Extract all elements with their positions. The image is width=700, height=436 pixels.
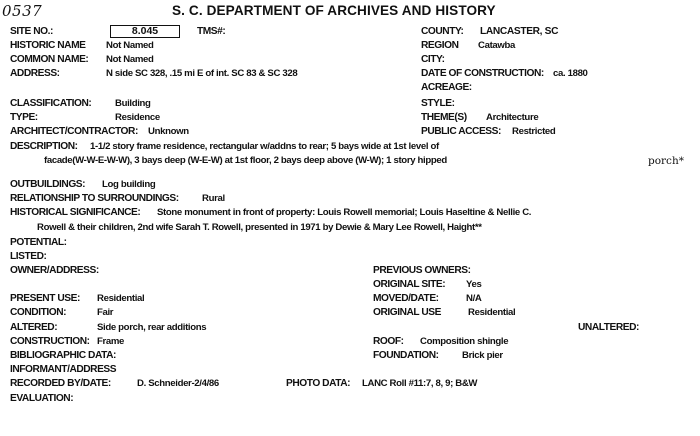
- address-label: ADDRESS:: [10, 68, 60, 79]
- common-name-label: COMMON NAME:: [10, 54, 89, 65]
- photo-data-label: PHOTO DATA:: [286, 378, 351, 389]
- region-value: Catawba: [478, 40, 516, 51]
- classification-label: CLASSIFICATION:: [10, 98, 92, 109]
- architect-label: ARCHITECT/CONTRACTOR:: [10, 126, 138, 137]
- common-name-value: Not Named: [106, 54, 154, 65]
- foundation-label: FOUNDATION:: [373, 350, 439, 361]
- present-use-value: Residential: [97, 293, 145, 304]
- site-no-label: SITE NO.:: [10, 26, 53, 37]
- public-access-value: Restricted: [512, 126, 556, 137]
- previous-owners-label: PREVIOUS OWNERS:: [373, 265, 471, 276]
- date-of-construction-value: ca. 1880: [553, 68, 588, 79]
- recorded-by-label: RECORDED BY/DATE:: [10, 378, 111, 389]
- style-label: STYLE:: [421, 98, 455, 109]
- address-value: N side SC 328, .15 mi E of int. SC 83 & SC 328: [106, 68, 298, 79]
- acreage-label: ACREAGE:: [421, 82, 472, 93]
- original-site-label: ORIGINAL SITE:: [373, 279, 446, 290]
- site-no-field[interactable]: [110, 25, 180, 38]
- relationship-value: Rural: [202, 193, 225, 204]
- description-label: DESCRIPTION:: [10, 141, 78, 152]
- condition-label: CONDITION:: [10, 307, 67, 318]
- photo-data-value: LANC Roll #11:7, 8, 9; B&W: [362, 378, 478, 389]
- themes-value: Architecture: [486, 112, 539, 123]
- foundation-value: Brick pier: [462, 350, 503, 361]
- historical-significance-line-1: Stone monument in front of property: Louis Rowell memorial; Louis Haseltine & Nellie C.: [157, 207, 532, 218]
- date-of-construction-label: DATE OF CONSTRUCTION:: [421, 68, 544, 79]
- bibliographic-data-label: BIBLIOGRAPHIC DATA:: [10, 350, 116, 361]
- altered-label: ALTERED:: [10, 322, 58, 333]
- region-label: REGION: [421, 40, 459, 51]
- original-site-value: Yes: [466, 279, 482, 290]
- historical-significance-label: HISTORICAL SIGNIFICANCE:: [10, 207, 141, 218]
- owner-address-label: OWNER/ADDRESS:: [10, 265, 99, 276]
- original-use-label: ORIGINAL USE: [373, 307, 441, 318]
- evaluation-label: EVALUATION:: [10, 393, 74, 404]
- unaltered-label: UNALTERED:: [578, 322, 639, 333]
- site-no-value: 8.045: [131, 25, 159, 37]
- historical-significance-line-2: Rowell & their children, 2nd wife Sarah T. Rowell, presented in 1971 by Dewie & Mary Lee Rowell, Haight**: [37, 222, 482, 233]
- present-use-label: PRESENT USE:: [10, 293, 80, 304]
- description-line-1: 1-1/2 story frame residence, rectangular w/addns to rear; 5 bays wide at 1st level of: [90, 141, 439, 152]
- historic-name-label: HISTORIC NAME: [10, 40, 86, 51]
- recorded-by-value: D. Schneider-2/4/86: [137, 378, 219, 389]
- construction-value: Frame: [97, 336, 125, 347]
- description-line-2: facade(W-W-E-W-W), 3 bays deep (W-E-W) at 1st floor, 2 bays deep above (W-W); 1 story hipped: [44, 155, 447, 166]
- roof-value: Composition shingle: [420, 336, 509, 347]
- potential-label: POTENTIAL:: [10, 237, 67, 248]
- altered-value: Side porch, rear additions: [97, 322, 207, 333]
- type-value: Residence: [115, 112, 160, 123]
- original-use-value: Residential: [468, 307, 516, 318]
- moved-date-label: MOVED/DATE:: [373, 293, 439, 304]
- listed-label: LISTED:: [10, 251, 47, 262]
- condition-value: Fair: [97, 307, 114, 318]
- public-access-label: PUBLIC ACCESS:: [421, 126, 501, 137]
- city-label: CITY:: [421, 54, 445, 65]
- outbuildings-value: Log building: [102, 179, 156, 190]
- classification-value: Building: [115, 98, 151, 109]
- description-handwritten-note: porch*: [648, 155, 684, 167]
- informant-label: INFORMANT/ADDRESS: [10, 364, 117, 375]
- historic-name-value: Not Named: [106, 40, 154, 51]
- relationship-label: RELATIONSHIP TO SURROUNDINGS:: [10, 193, 179, 204]
- tms-label: TMS#:: [197, 26, 226, 37]
- outbuildings-label: OUTBUILDINGS:: [10, 179, 86, 190]
- handwritten-record-number: 0537: [2, 2, 43, 20]
- document-title: S. C. DEPARTMENT OF ARCHIVES AND HISTORY: [172, 3, 496, 18]
- architect-value: Unknown: [148, 126, 189, 137]
- moved-date-value: N/A: [466, 293, 482, 304]
- themes-label: THEME(S): [421, 112, 467, 123]
- county-label: COUNTY:: [421, 26, 464, 37]
- construction-label: CONSTRUCTION:: [10, 336, 90, 347]
- type-label: TYPE:: [10, 112, 38, 123]
- county-value: LANCASTER, SC: [480, 26, 559, 37]
- roof-label: ROOF:: [373, 336, 404, 347]
